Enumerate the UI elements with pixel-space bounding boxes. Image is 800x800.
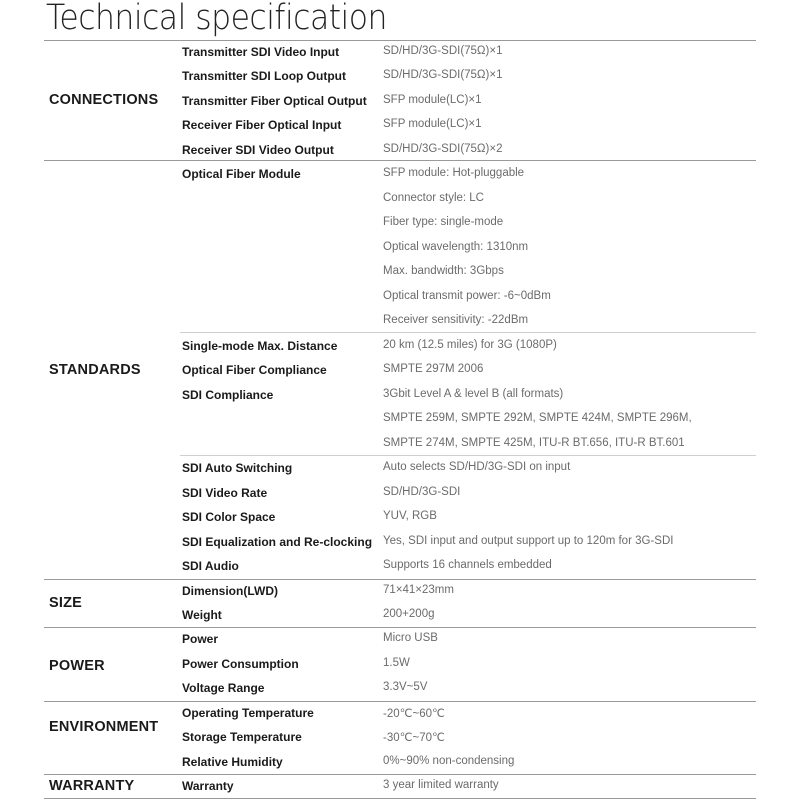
spec-label: Single-mode Max. Distance [182,339,338,353]
spec-label: Relative Humidity [182,755,283,769]
spec-label: Power Consumption [182,657,299,671]
divider [44,160,756,161]
spec-label: SDI Compliance [182,388,274,402]
spec-label: SDI Video Rate [182,486,268,500]
spec-label: Transmitter Fiber Optical Output [182,94,367,108]
category-standards: STANDARDS [49,362,141,378]
divider [44,627,756,628]
category-connections: CONNECTIONS [49,92,159,108]
spec-label: Power [182,632,219,646]
spec-value: SD/HD/3G-SDI [383,486,461,498]
divider [44,774,756,775]
row-divider [180,332,756,333]
spec-label: Storage Temperature [182,730,302,744]
spec-value: 1.5W [383,657,410,669]
spec-value: SFP module(LC)×1 [383,118,482,130]
spec-value: Yes, SDI input and output support up to 120m for 3G-SDI [383,535,674,547]
page-title: Technical specification [46,0,387,38]
spec-value: 20 km (12.5 miles) for 3G (1080P) [383,339,557,351]
row-divider [180,455,756,456]
spec-value: Auto selects SD/HD/3G-SDI on input [383,461,571,473]
spec-label: SDI Equalization and Re-clocking [182,535,373,549]
spec-value: Optical wavelength: 1310nm [383,241,529,253]
spec-label: Optical Fiber Compliance [182,363,327,377]
spec-value: SMPTE 259M, SMPTE 292M, SMPTE 424M, SMPTE 296M, [383,412,692,424]
spec-value: -30℃~70℃ [383,732,445,744]
spec-label: Weight [182,608,222,622]
spec-value: SFP module: Hot-pluggable [383,167,525,179]
divider [44,701,756,702]
spec-label: Receiver Fiber Optical Input [182,118,342,132]
category-power: POWER [49,658,105,674]
divider [44,40,756,41]
spec-value: YUV, RGB [383,510,437,522]
spec-value: SD/HD/3G-SDI(75Ω)×1 [383,45,503,57]
divider [44,579,756,580]
category-warranty: WARRANTY [49,778,135,794]
spec-label: Transmitter SDI Loop Output [182,69,346,83]
spec-value: 3 year limited warranty [383,779,499,791]
spec-value: 200+200g [383,608,435,620]
spec-label: Transmitter SDI Video Input [182,45,340,59]
spec-label: Operating Temperature [182,706,314,720]
spec-value: 71×41×23mm [383,584,454,596]
category-environment: ENVIRONMENT [49,719,159,735]
spec-value: 3Gbit Level A & level B (all formats) [383,388,564,400]
spec-value: SFP module(LC)×1 [383,94,482,106]
spec-label: Voltage Range [182,681,265,695]
spec-value: Connector style: LC [383,192,484,204]
spec-value: 3.3V~5V [383,681,428,693]
spec-value: Supports 16 channels embedded [383,559,552,571]
spec-value: 0%~90% non-condensing [383,755,515,767]
spec-value: SD/HD/3G-SDI(75Ω)×1 [383,69,503,81]
spec-label: SDI Audio [182,559,239,573]
spec-label: SDI Auto Switching [182,461,293,475]
spec-label: Warranty [182,779,234,793]
spec-label: SDI Color Space [182,510,276,524]
spec-value: -20℃~60℃ [383,708,445,720]
spec-label: Receiver SDI Video Output [182,143,334,157]
spec-value: Optical transmit power: -6~0dBm [383,290,551,302]
spec-value: Receiver sensitivity: -22dBm [383,314,529,326]
spec-value: Max. bandwidth: 3Gbps [383,265,504,277]
spec-value: SMPTE 274M, SMPTE 425M, ITU-R BT.656, ITU-R BT.601 [383,437,685,449]
spec-value: SD/HD/3G-SDI(75Ω)×2 [383,143,503,155]
spec-value: Fiber type: single-mode [383,216,504,228]
spec-label: Optical Fiber Module [182,167,301,181]
category-size: SIZE [49,595,83,611]
spec-label: Dimension(LWD) [182,584,278,598]
divider [44,798,756,799]
spec-value: Micro USB [383,632,438,644]
spec-value: SMPTE 297M 2006 [383,363,484,375]
